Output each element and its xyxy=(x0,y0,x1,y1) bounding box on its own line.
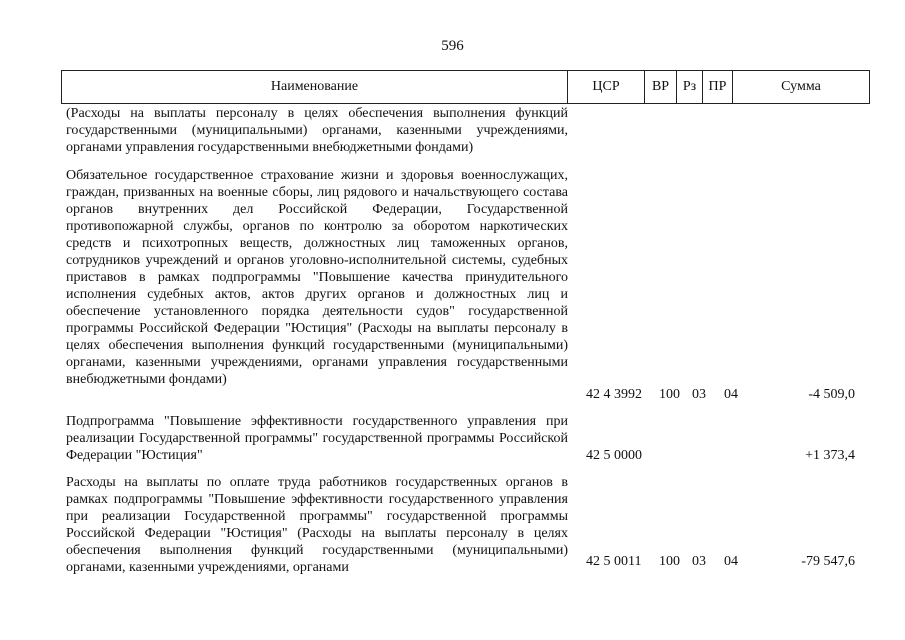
row-rz: 03 xyxy=(692,387,706,402)
row-vr: 100 xyxy=(659,554,680,569)
table-row xyxy=(66,167,568,388)
row-pr: 04 xyxy=(724,387,738,402)
header-sum: Сумма xyxy=(732,71,869,103)
row-name: Подпрограмма "Повышение эффективности государственного управления при реализации Государственной программы" государственной программы Российской Федерации "Юстиция" xyxy=(66,414,568,463)
row-sum: +1 373,4 xyxy=(805,448,855,463)
row-vr: 100 xyxy=(659,387,680,402)
row-csr: 42 5 0000 xyxy=(586,448,642,463)
header-csr: ЦСР xyxy=(567,71,644,103)
row-name: Расходы на выплаты по оплате труда работников государственных органов в рамках подпрограммы "Повышение эффективности государственного управления при реализации Государственной программы" государственной программы Российской Федерации "Юстиция" (Расходы на выплаты персоналу в целях обеспечения выполнения функций государственными (муниципальными) органами, казенными учреждениями, органами xyxy=(66,475,568,575)
row-csr: 42 5 0011 xyxy=(586,554,642,569)
table-row xyxy=(66,474,568,576)
header-pr: ПР xyxy=(702,71,732,103)
page-number: 596 xyxy=(441,38,464,54)
table-header xyxy=(61,70,870,104)
row-sum: -79 547,6 xyxy=(801,554,855,569)
row-sum: -4 509,0 xyxy=(808,387,855,402)
header-vr: ВР xyxy=(644,71,676,103)
row-rz: 03 xyxy=(692,554,706,569)
table-row xyxy=(66,413,568,464)
row-csr: 42 4 3992 xyxy=(586,387,642,402)
row-name: Обязательное государственное страхование жизни и здоровья военнослужащих, граждан, призванных на военные сборы, лиц рядового и начальствующего состава органов внутренних дел Российской Федерации, Государственной противопожарной службы, органов по контролю за оборотом наркотических средств и психотропных веществ, должностных лиц таможенных органов, сотрудников учреждений и органов уголовно-исполнительной системы, судебных приставов в рамках подпрограммы "Повышение качества принудительного исполнения судебных актов, актов других органов и должностных лиц и обеспечение установленного порядка деятельности судов" государственной программы Российской Федерации "Юстиция" (Расходы на выплаты персоналу в целях обеспечения выполнения функций государственными (муниципальными) органами, казенными учреждениями, органами управления государственными внебюджетными фондами) xyxy=(66,168,568,387)
row-pr: 04 xyxy=(724,554,738,569)
row-name: (Расходы на выплаты персоналу в целях обеспечения выполнения функций государственными (муниципальными) органами, казенными учреждениями, органами управления государственными внебюджетными фондами) xyxy=(66,106,568,155)
header-name: Наименование xyxy=(270,79,359,94)
header-rz: Рз xyxy=(676,71,702,103)
table-row xyxy=(66,105,568,156)
